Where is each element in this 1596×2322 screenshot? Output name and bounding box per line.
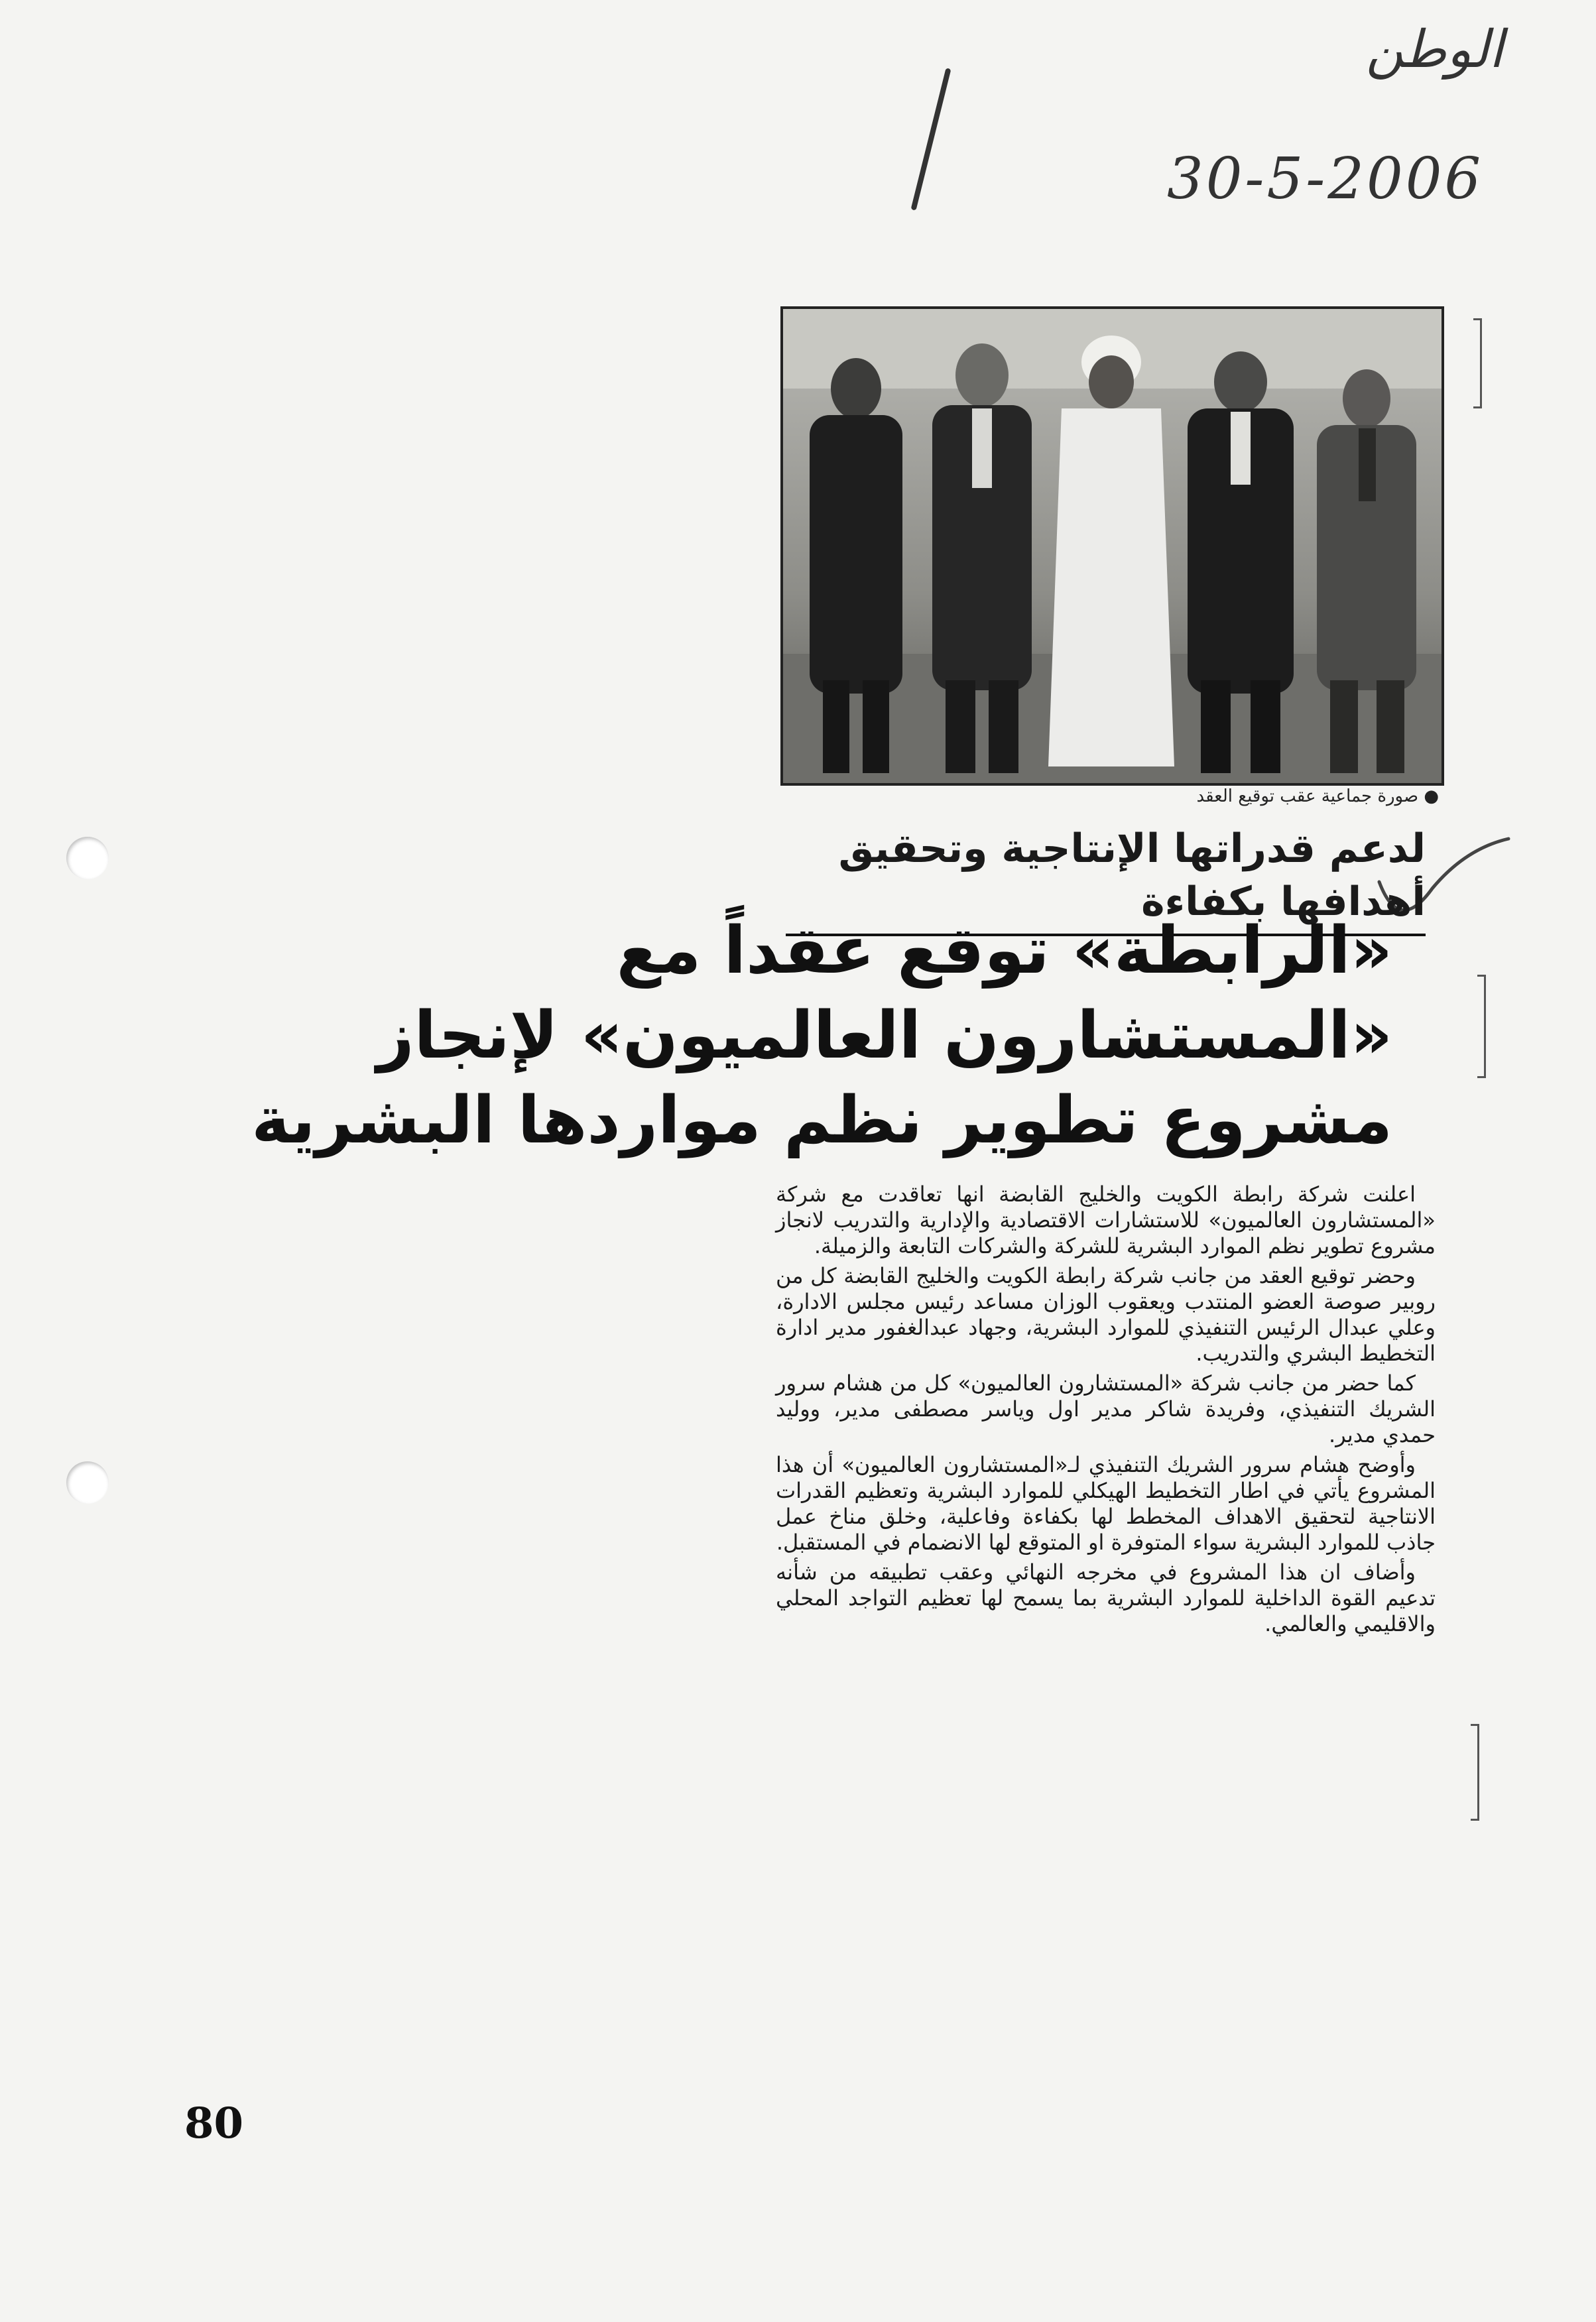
photo-caption: ● صورة جماعية عقب توقيع العقد	[1196, 786, 1439, 806]
article-headline	[251, 908, 1392, 1163]
article-paragraph: وحضر توقيع العقد من جانب شركة رابطة الكويت والخليج القابضة كل من روبير صوصة العضو المنتدب ويعقوب الوزان مساعد رئيس مجلس الادارة، وعلي عبدال الرئيس التنفيذي للموارد البشرية، وجهاد عبدالغفور مدير ادارة التخطيط البشري والتدريب.	[776, 1263, 1436, 1366]
article-body	[776, 1182, 1436, 1641]
handwritten-slash-mark	[911, 68, 951, 210]
margin-bracket	[1477, 975, 1486, 1078]
headline-line: «الرابطة» توقع عقداً مع	[616, 913, 1392, 989]
bullet-icon: ●	[1424, 786, 1439, 806]
handwritten-newspaper-name: الوطن	[1366, 20, 1504, 80]
margin-bracket	[1471, 1724, 1479, 1821]
punch-hole-bottom	[66, 1461, 109, 1504]
group-photo	[780, 306, 1444, 786]
handwritten-date: 30-5-2006	[1167, 146, 1484, 212]
headline-line: «المستشارون العالميون» لإنجاز	[377, 998, 1392, 1073]
article-paragraph: وأوضح هشام سرور الشريك التنفيذي لـ«المستشارون العالميون» أن هذا المشروع يأتي في اطار التخطيط الهيكلي للموارد البشرية وتعظيم القدرات الانتاجية لتحقيق الاهداف المخطط لها بكفاءة وفاعلية، وخلق مناخ عمل جاذب للموارد البشرية سواء المتوفرة او المتوقع لها الانضمام في المستقبل.	[776, 1452, 1436, 1555]
punch-hole-top	[66, 837, 109, 879]
article-kicker: لدعم قدراتها الإنتاجية وتحقيق أهدافها بكفاءة	[786, 822, 1426, 936]
article-paragraph: وأضاف ان هذا المشروع في مخرجه النهائي وعقب تطبيقه من شأنه تدعيم القوة الداخلية للموارد البشرية بما يسمح لها تعظيم التواجد المحلي والاقليمي والعالمي.	[776, 1559, 1436, 1636]
page-number: 80	[184, 2099, 244, 2148]
article-paragraph: اعلنت شركة رابطة الكويت والخليج القابضة انها تعاقدت مع شركة «المستشارون العالميون» للاستشارات الاقتصادية والإدارية والتدريب لانجاز مشروع تطوير نظم الموارد البشرية للشركة والشركات التابعة والزميلة.	[776, 1182, 1436, 1258]
margin-bracket	[1473, 318, 1482, 408]
headline-line: مشروع تطوير نظم مواردها البشرية	[251, 1083, 1392, 1158]
article-paragraph: كما حضر من جانب شركة «المستشارون العالميون» كل من هشام سرور الشريك التنفيذي، وفريدة شاكر مدير اول وياسر مصطفى مدير، ووليد حمدي مدير.	[776, 1371, 1436, 1447]
